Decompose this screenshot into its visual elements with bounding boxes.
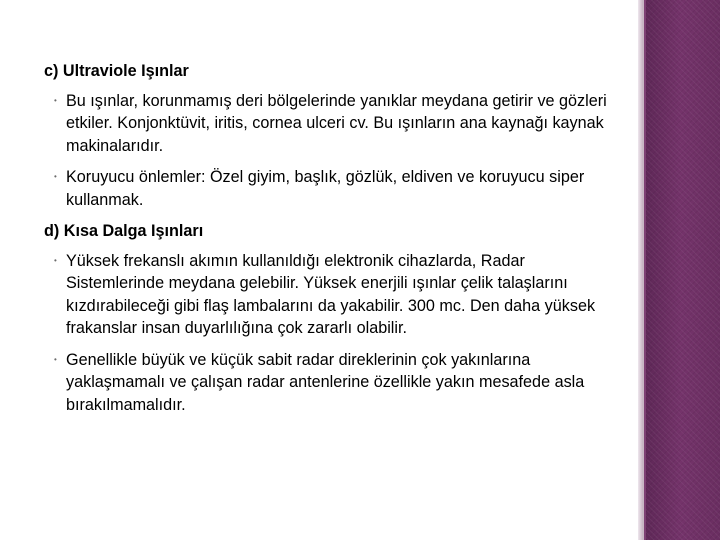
- section-heading-ultraviolet: c) Ultraviole Işınlar: [44, 62, 189, 80]
- bullet-list-short-wave: [44, 250, 614, 417]
- decorative-sidebar: [642, 0, 720, 540]
- bullet-icon: •: [54, 354, 57, 364]
- bullet-icon: •: [54, 172, 57, 181]
- list-item: [44, 250, 614, 340]
- bullet-icon: •: [54, 95, 57, 105]
- bullet-list-ultraviolet: [44, 90, 614, 212]
- bullet-text: Genellikle büyük ve küçük sabit radar direklerinin çok yakınlarına yaklaşmamalı ve çalışan radar antenlerine özellikle yakın mesafede asla bırakılmamalıdır.: [66, 350, 585, 414]
- bullet-text: Bu ışınlar, korunmamış deri bölgelerinde yanıklar meydana getirir ve gözleri etkiler. Konjonktüvit, iritis, cornea ulceri cv. Bu ışınların ana kaynağı kaynak makinalarıdır.: [66, 91, 607, 155]
- bullet-text: Yüksek frekanslı akımın kullanıldığı elektronik cihazlarda, Radar Sistemlerinde meydana gelebilir. Yüksek enerjili ışınlar çelik talaşlarını kızdırabileceği gibi flaş lambalarını da yakabilir. 300 mc. Den daha yüksek frakanslar insan duyarlılığına çok zararlı olabilir.: [66, 251, 596, 337]
- slide-content: [44, 58, 614, 425]
- bullet-text: Koruyucu önlemler: Özel giyim, başlık, gözlük, eldiven ve koruyucu siper kullanmak.: [66, 168, 585, 209]
- list-item: [44, 90, 614, 158]
- list-item: [44, 166, 614, 211]
- section-heading-short-wave: d) Kısa Dalga Işınları: [44, 222, 204, 240]
- list-item: [44, 349, 614, 417]
- bullet-icon: •: [54, 255, 57, 265]
